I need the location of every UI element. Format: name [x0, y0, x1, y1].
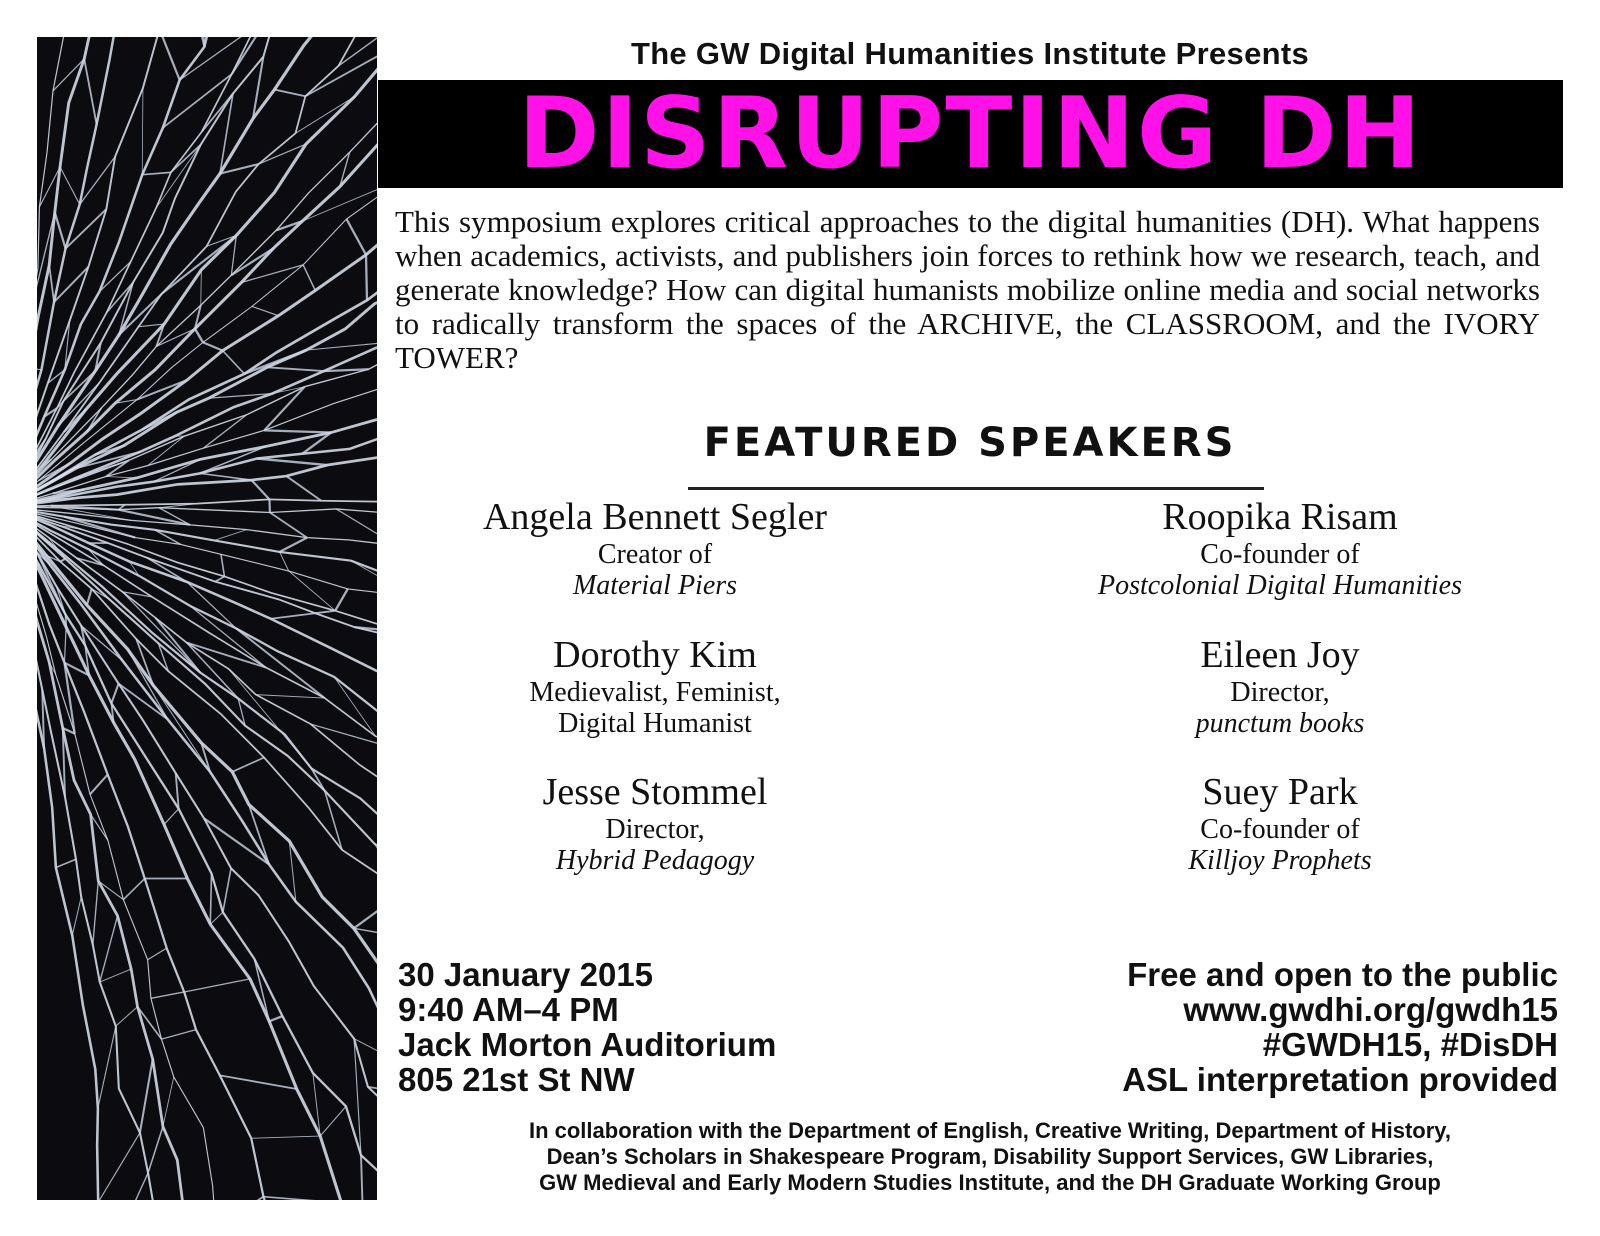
collaboration-credits	[420, 1118, 1560, 1196]
glass-crack	[361, 1155, 364, 1200]
event-website: www.gwdhi.org/gwdh15	[1183, 991, 1558, 1028]
event-time: 9:40 AM–4 PM	[398, 991, 619, 1028]
glass-crack	[98, 1133, 140, 1200]
glass-crack	[164, 809, 179, 825]
glass-crack	[251, 1136, 320, 1138]
glass-crack	[37, 482, 377, 508]
glass-crack	[163, 1077, 174, 1127]
speaker-org: Killjoy Prophets	[1188, 845, 1372, 876]
glass-crack	[315, 611, 335, 614]
glass-crack	[195, 329, 203, 343]
speaker-angela-bennett-segler	[395, 497, 915, 601]
glass-crack	[116, 1007, 138, 1026]
glass-crack	[142, 412, 176, 429]
speaker-org: punctum books	[1195, 708, 1365, 739]
glass-crack	[204, 818, 269, 864]
glass-crack	[201, 270, 202, 305]
collaboration-line: In collaboration with the Department of English, Creative Writing, Department of History,	[528, 1118, 1452, 1143]
glass-crack	[123, 879, 144, 900]
glass-crack	[257, 459, 328, 465]
glass-crack	[354, 891, 377, 928]
glass-crack	[216, 1197, 264, 1200]
glass-crack	[280, 538, 307, 552]
glass-crack	[186, 37, 205, 47]
intro-paragraph: This symposium explores critical approaches to the digital humanities (DH). What happens when academics, activists, and publishers join forces to rethink how we research, teach, and generate knowledge? How can digital humanists mobilize online media and social networks to radically transform the spaces of the ARCHIVE, the CLASSROOM, and the IVORY TOWER?	[395, 204, 1540, 375]
glass-crack	[210, 874, 211, 925]
glass-crack	[354, 1039, 377, 1073]
glass-crack	[223, 351, 245, 374]
glass-crack	[223, 868, 231, 912]
glass-crack	[335, 589, 348, 611]
speaker-name: Dorothy Kim	[553, 634, 757, 676]
event-hashtags: #GWDH15, #DisDH	[1262, 1026, 1558, 1063]
glass-crack	[37, 321, 377, 506]
glass-crack	[142, 172, 171, 174]
glass-crack	[98, 1026, 116, 1108]
glass-crack	[60, 167, 80, 204]
glass-crack	[106, 477, 137, 478]
event-venue: Jack Morton Auditorium	[398, 1026, 777, 1063]
glass-crack	[148, 948, 167, 960]
glass-crack	[220, 1075, 297, 1089]
speaker-name: Eileen Joy	[1200, 634, 1360, 676]
glass-crack	[187, 582, 236, 628]
glass-crack	[159, 37, 179, 80]
glass-crack	[87, 589, 92, 605]
glass-crack	[100, 969, 131, 982]
speaker-org: Postcolonial Digital Humanities	[1098, 570, 1462, 601]
event-details	[398, 957, 898, 1097]
glass-crack	[56, 859, 76, 867]
glass-crack	[263, 1197, 341, 1200]
speaker-role: Director,	[605, 814, 705, 845]
glass-crack	[366, 255, 367, 301]
speaker-role: Medievalist, Feminist,	[529, 677, 781, 708]
glass-crack	[232, 37, 280, 74]
speaker-role-continued: Digital Humanist	[558, 708, 752, 739]
glass-crack	[55, 212, 66, 248]
speaker-org: Material Piers	[572, 570, 738, 601]
speaker-role: Co-founder of	[1200, 539, 1360, 570]
glass-crack	[271, 613, 316, 619]
glass-crack	[184, 979, 250, 992]
speaker-name: Jesse Stommel	[542, 771, 768, 813]
glass-crack	[221, 554, 224, 576]
glass-crack	[93, 881, 98, 945]
speaker-roopika-risam	[1020, 497, 1540, 601]
speaker-name: Roopika Risam	[1162, 496, 1398, 538]
glass-crack	[148, 1127, 163, 1173]
cracked-glass-graphic	[37, 37, 377, 1200]
glass-crack	[60, 559, 65, 562]
collaboration-line: GW Medieval and Early Modern Studies Institute, and the DH Graduate Working Group	[539, 1170, 1441, 1195]
glass-crack	[375, 844, 377, 891]
glass-crack	[112, 1173, 148, 1200]
accessibility-note: ASL interpretation provided	[1122, 1061, 1558, 1098]
glass-crack	[320, 1106, 346, 1136]
glass-crack	[215, 576, 224, 581]
event-address: 805 21st St NW	[398, 1061, 635, 1098]
glass-crack	[156, 145, 201, 208]
glass-crack	[140, 1059, 153, 1133]
speaker-role: Co-founder of	[1200, 814, 1360, 845]
admission-note: Free and open to the public	[1127, 956, 1558, 993]
glass-crack	[37, 37, 171, 502]
glass-crack	[37, 512, 339, 1200]
speaker-dorothy-kim	[395, 635, 915, 739]
glass-crack	[252, 306, 278, 315]
event-title: DISRUPTING DH	[518, 77, 1423, 191]
glass-crack	[338, 37, 377, 66]
speaker-name: Angela Bennett Segler	[482, 496, 827, 538]
glass-crack	[127, 649, 167, 719]
glass-crack	[111, 684, 118, 704]
collaboration-line: Dean’s Scholars in Shakespeare Program, Disability Support Services, GW Libraries,	[546, 1144, 1434, 1169]
glass-crack	[151, 992, 184, 998]
glass-crack	[200, 473, 252, 480]
speaker-eileen-joy	[1020, 635, 1540, 739]
glass-crack	[267, 367, 324, 371]
speaker-jesse-stommel	[395, 772, 915, 876]
glass-crack	[214, 530, 247, 541]
heading-underline	[688, 487, 1264, 490]
glass-crack	[252, 480, 270, 499]
glass-crack	[37, 37, 320, 502]
glass-crack	[72, 897, 81, 936]
speaker-role: Creator of	[597, 539, 713, 570]
glass-crack	[334, 677, 375, 736]
glass-crack	[171, 145, 201, 173]
glass-crack	[232, 757, 264, 771]
presenter-line: The GW Digital Humanities Institute Presents	[630, 36, 1310, 71]
speaker-role: Director,	[1230, 677, 1330, 708]
glass-crack	[264, 430, 331, 432]
featured-speakers-heading: FEATURED SPEAKERS	[703, 420, 1237, 466]
speaker-suey-park	[1020, 772, 1540, 876]
speaker-name: Suey Park	[1202, 771, 1358, 813]
event-info	[938, 957, 1558, 1097]
speaker-org: Hybrid Pedagogy	[555, 845, 755, 876]
glass-crack	[303, 265, 315, 291]
glass-crack	[280, 552, 289, 571]
glass-crack	[269, 1016, 282, 1021]
glass-crack	[286, 476, 321, 501]
glass-crack	[162, 235, 237, 293]
glass-crack	[100, 916, 118, 982]
glass-crack	[274, 90, 305, 97]
glass-crack	[203, 342, 223, 350]
glass-crack	[142, 88, 143, 175]
shattered-glass-image	[37, 37, 377, 1200]
glass-crack	[180, 37, 256, 80]
glass-crack	[162, 1030, 196, 1040]
glass-crack	[305, 44, 377, 96]
glass-crack	[84, 59, 96, 124]
event-date: 30 January 2015	[398, 956, 654, 993]
glass-crack	[49, 265, 54, 302]
glass-crack	[346, 219, 366, 255]
glass-crack	[64, 627, 66, 663]
glass-crack	[256, 695, 325, 698]
glass-crack	[210, 912, 223, 924]
glass-crack	[90, 775, 108, 795]
